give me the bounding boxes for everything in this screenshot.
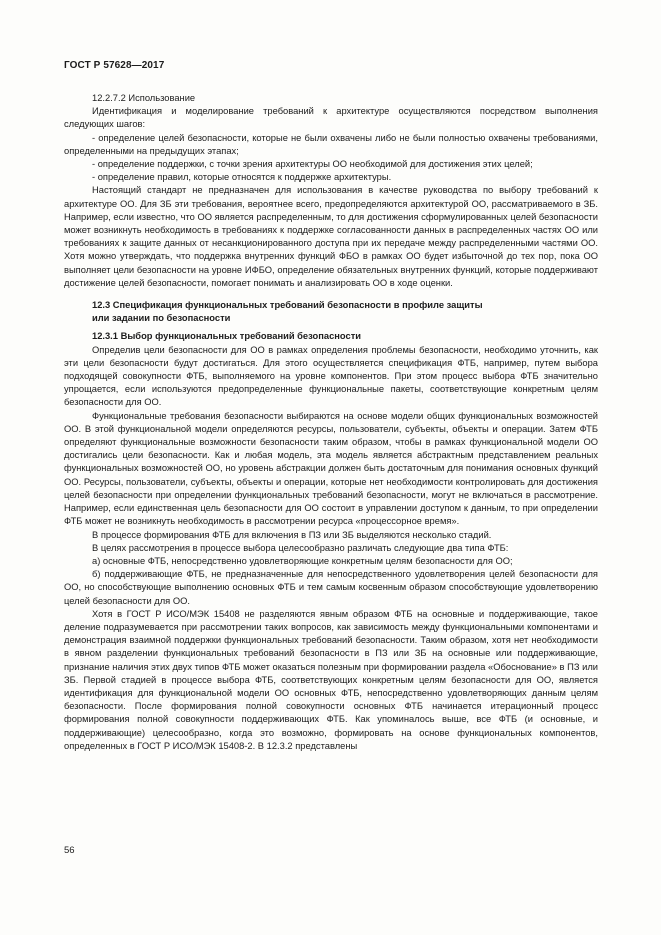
paragraph-model: Функциональные требования безопасности выбираются на основе модели общих функциональных возможностей ОО. В этой функциональной модели определяются ресурсы, пользователи, субъекты, объекты и операции. Затем ФТБ определяют функциональные возможности безопасности таким образом, чтобы в рамках функциональной модели ОО достигались цели безопасности. Как и любая модель, эта модель является абстрактным представлением реальных функциональных возможностей ОО, но уровень абстракции должен быть достаточным для понимания основных функций ОО. Ресурсы, пользователи, субъекты, объекты и операции, которые нет необходимости контролировать для достижения целей безопасности при определении функциональных требований безопасности, могут не включаться в рассмотрение. Например, если единственная цель безопасности для ОО состоит в управлении доступом к данным, то при определении ФТБ может не возникнуть необходимость в рассмотрении ресурса «процессорное время». [64, 410, 598, 527]
list-item: - определение правил, которые относятся к поддержке архитектуры. [92, 172, 392, 183]
page-number: 56 [64, 845, 75, 856]
paragraph-goals: Определив цели безопасности для ОО в рамках определения проблемы безопасности, необходимо уточнить, как эти цели безопасности будут достигаться. Для этого осуществляется спецификация ФТБ, например, путем выбора подходящей совокупности ФТБ, выполняемого на уровне компонентов. При этом процесс выбора ФТБ значительно упрощается, если используются предопределенные функциональные пакеты, соответствующие конкретным целям безопасности для ОО. [64, 344, 598, 408]
list-item-a: а) основные ФТБ, непосредственно удовлетворяющие конкретным целям безопасности для ОО; [92, 555, 513, 566]
heading-12-3: 12.3 Спецификация функциональных требований безопасности в профиле защиты [92, 300, 483, 311]
list-item: - определение поддержки, с точки зрения архитектуры ОО необходимой для достижения этих целей; [92, 159, 533, 170]
paragraph-stages: В процессе формирования ФТБ для включения в ПЗ или ЗБ выделяются несколько стадий. [92, 529, 492, 540]
document-header: ГОСТ Р 57628—2017 [64, 60, 165, 71]
heading-12-3-1: 12.3.1 Выбор функциональных требований безопасности [92, 331, 362, 342]
list-item-b: б) поддерживающие ФТБ, не предназначенные для непосредственного удовлетворения целей безопасности для ОО, но способствующие выполнению основных ФТБ и тем самым косвенным образом способствующие удовлетворению целей безопасности для ОО. [64, 569, 598, 606]
paragraph-standard: Настоящий стандарт не предназначен для использования в качестве руководства по выбору требований к архитектуре ОО. Для ЗБ эти требования, вероятнее всего, предопределяются архитектурой ОО, рассматриваемого в ЗБ. Например, если известно, что ОО является распределенным, то для достижения сформулированных целей безопасности может возникнуть необходимость в требованиях к поддержке согласованности данных в распределенных частях ОО или требованиях к защите данных от несанкционированного доступа при их передаче между распределенными частями ОО. Хотя можно утверждать, что поддержка внутренних функций ФБО в рамках ОО будет избыточной до тех пор, пока ОО выполняет цели безопасности на уровне ИФБО, определение обязательных внутренних функций, которые поддерживают достижение целей безопасности, помогает понимать и анализировать ОО в ходе оценки. [64, 185, 598, 288]
list-item: - определение целей безопасности, которые не были охвачены либо не были полностью охвачены требованиями, определенными на предыдущих этапах; [64, 132, 598, 156]
paragraph-types: В целях рассмотрения в процессе выбора целесообразно различать следующие два типа ФТБ: [92, 542, 509, 553]
heading-12-3-cont: или задании по безопасности [92, 313, 231, 324]
page-content [64, 92, 598, 753]
intro-paragraph: Идентификация и моделирование требований к архитектуре осуществляются посредством выполнения следующих шагов: [64, 106, 598, 130]
paragraph-final: Хотя в ГОСТ Р ИСО/МЭК 15408 не разделяются явным образом ФТБ на основные и поддерживающие, такое деление подразумевается при рассмотрении таких вопросов, как зависимость между функциональными компонентами и демонстрация взаимной поддержки функциональных требований безопасности. Таким образом, хотя нет необходимости в явном разделении функциональных требований безопасности в ПЗ или ЗБ на основные или поддерживающие, признание наличия этих двух типов ФТБ может оказаться полезным при формировании раздела «Обоснование» в ПЗ или ЗБ. Первой стадией в процессе выбора ФТБ, соответствующих конкретным целям безопасности для ОО, является идентификация для функциональной модели ОО основных ФТБ, непосредственно удовлетворяющих данным целям безопасности. После формирования полной совокупности основных ФТБ начинается итерационный процесс формирования полной совокупности поддерживающих ФТБ. Как упоминалось выше, все ФТБ (и основные, и поддерживающие) целесообразно, когда это возможно, формировать на основе функциональных компонентов, определенных в ГОСТ Р ИСО/МЭК 15408-2. В 12.3.2 представлены [64, 608, 598, 751]
section-title: 12.2.7.2 Использование [92, 93, 196, 103]
